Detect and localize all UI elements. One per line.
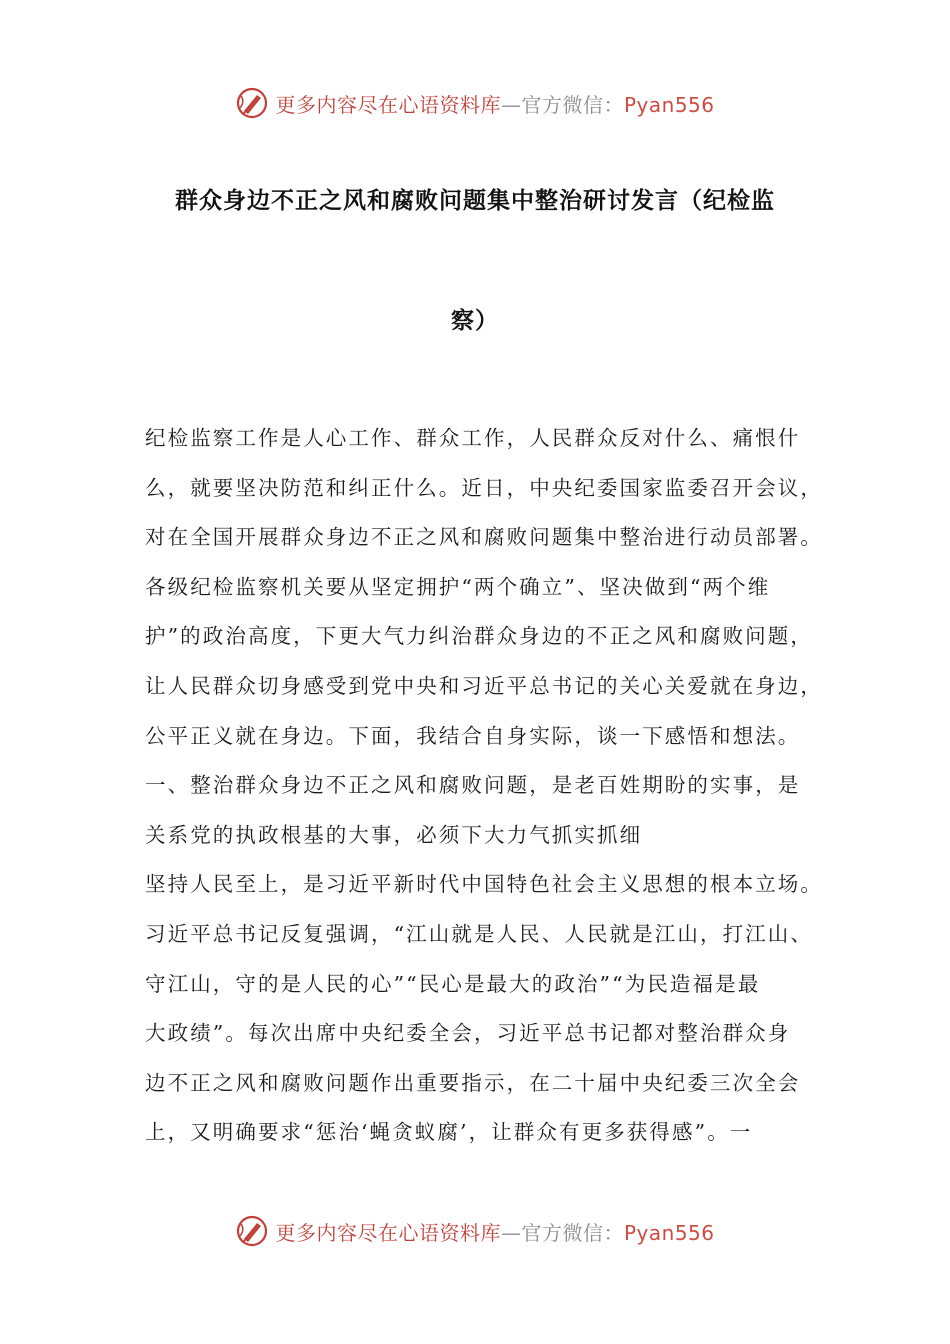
pen-logo-icon [235, 1214, 269, 1248]
document-title-line-2: 察） [451, 308, 499, 334]
banner-content [235, 1214, 714, 1248]
document-body [145, 414, 825, 1158]
body-line: 各级纪检监察机关要从坚定拥护“两个确立”、坚决做到“两个维 [145, 574, 771, 599]
body-line: 对在全国开展群众身边不正之风和腐败问题集中整治进行动员部署。 [145, 525, 823, 550]
body-line: 大政绩”。每次出席中央纪委全会，习近平总书记都对整治群众身 [145, 1021, 791, 1046]
body-line: 么，就要坚决防范和纠正什么。近日，中央纪委国家监委召开会议， [145, 475, 823, 500]
body-line: 上，又明确要求“惩治‘蝇贪蚁腐’，让群众有更多获得感”。一 [145, 1120, 753, 1145]
banner-brand: 更多内容尽在心语资料库 [275, 92, 501, 117]
banner-handle: Pyan556 [623, 1220, 715, 1245]
banner-text [275, 1217, 714, 1246]
banner-content [235, 86, 714, 120]
banner-dash: — [500, 1220, 522, 1245]
banner-wechat-label: 官方微信： [521, 92, 624, 117]
footer-banner [0, 1206, 950, 1256]
body-line: 习近平总书记反复强调，“江山就是人民、人民就是江山，打江山、 [145, 921, 813, 946]
banner-text [275, 89, 714, 118]
banner-dash: — [500, 92, 522, 117]
body-line: 坚持人民至上，是习近平新时代中国特色社会主义思想的根本立场。 [145, 872, 823, 897]
header-banner [0, 78, 950, 128]
pen-logo-icon [235, 86, 269, 120]
body-line: 让人民群众切身感受到党中央和习近平总书记的关心关爱就在身边， [145, 673, 823, 698]
body-line: 护”的政治高度，下更大气力纠治群众身边的不正之风和腐败问题， [145, 624, 813, 649]
banner-brand: 更多内容尽在心语资料库 [275, 1220, 501, 1245]
body-line: 边不正之风和腐败问题作出重要指示，在二十届中央纪委三次全会 [145, 1070, 801, 1095]
document-title-line-1: 群众身边不正之风和腐败问题集中整治研讨发言（纪检监 [175, 188, 775, 214]
section-heading-line: 一、整治群众身边不正之风和腐败问题，是老百姓期盼的实事，是 [145, 773, 801, 798]
body-line: 公平正义就在身边。下面，我结合自身实际，谈一下感悟和想法。 [145, 723, 801, 748]
section-heading-line: 关系党的执政根基的大事，必须下大力气抓实抓细 [145, 822, 643, 847]
banner-handle: Pyan556 [623, 92, 715, 117]
banner-wechat-label: 官方微信： [521, 1220, 624, 1245]
body-line: 纪检监察工作是人心工作、群众工作，人民群众反对什么、痛恨什 [145, 426, 801, 450]
body-line: 守江山，守的是人民的心”“民心是最大的政治”“为民造福是最 [145, 971, 761, 996]
